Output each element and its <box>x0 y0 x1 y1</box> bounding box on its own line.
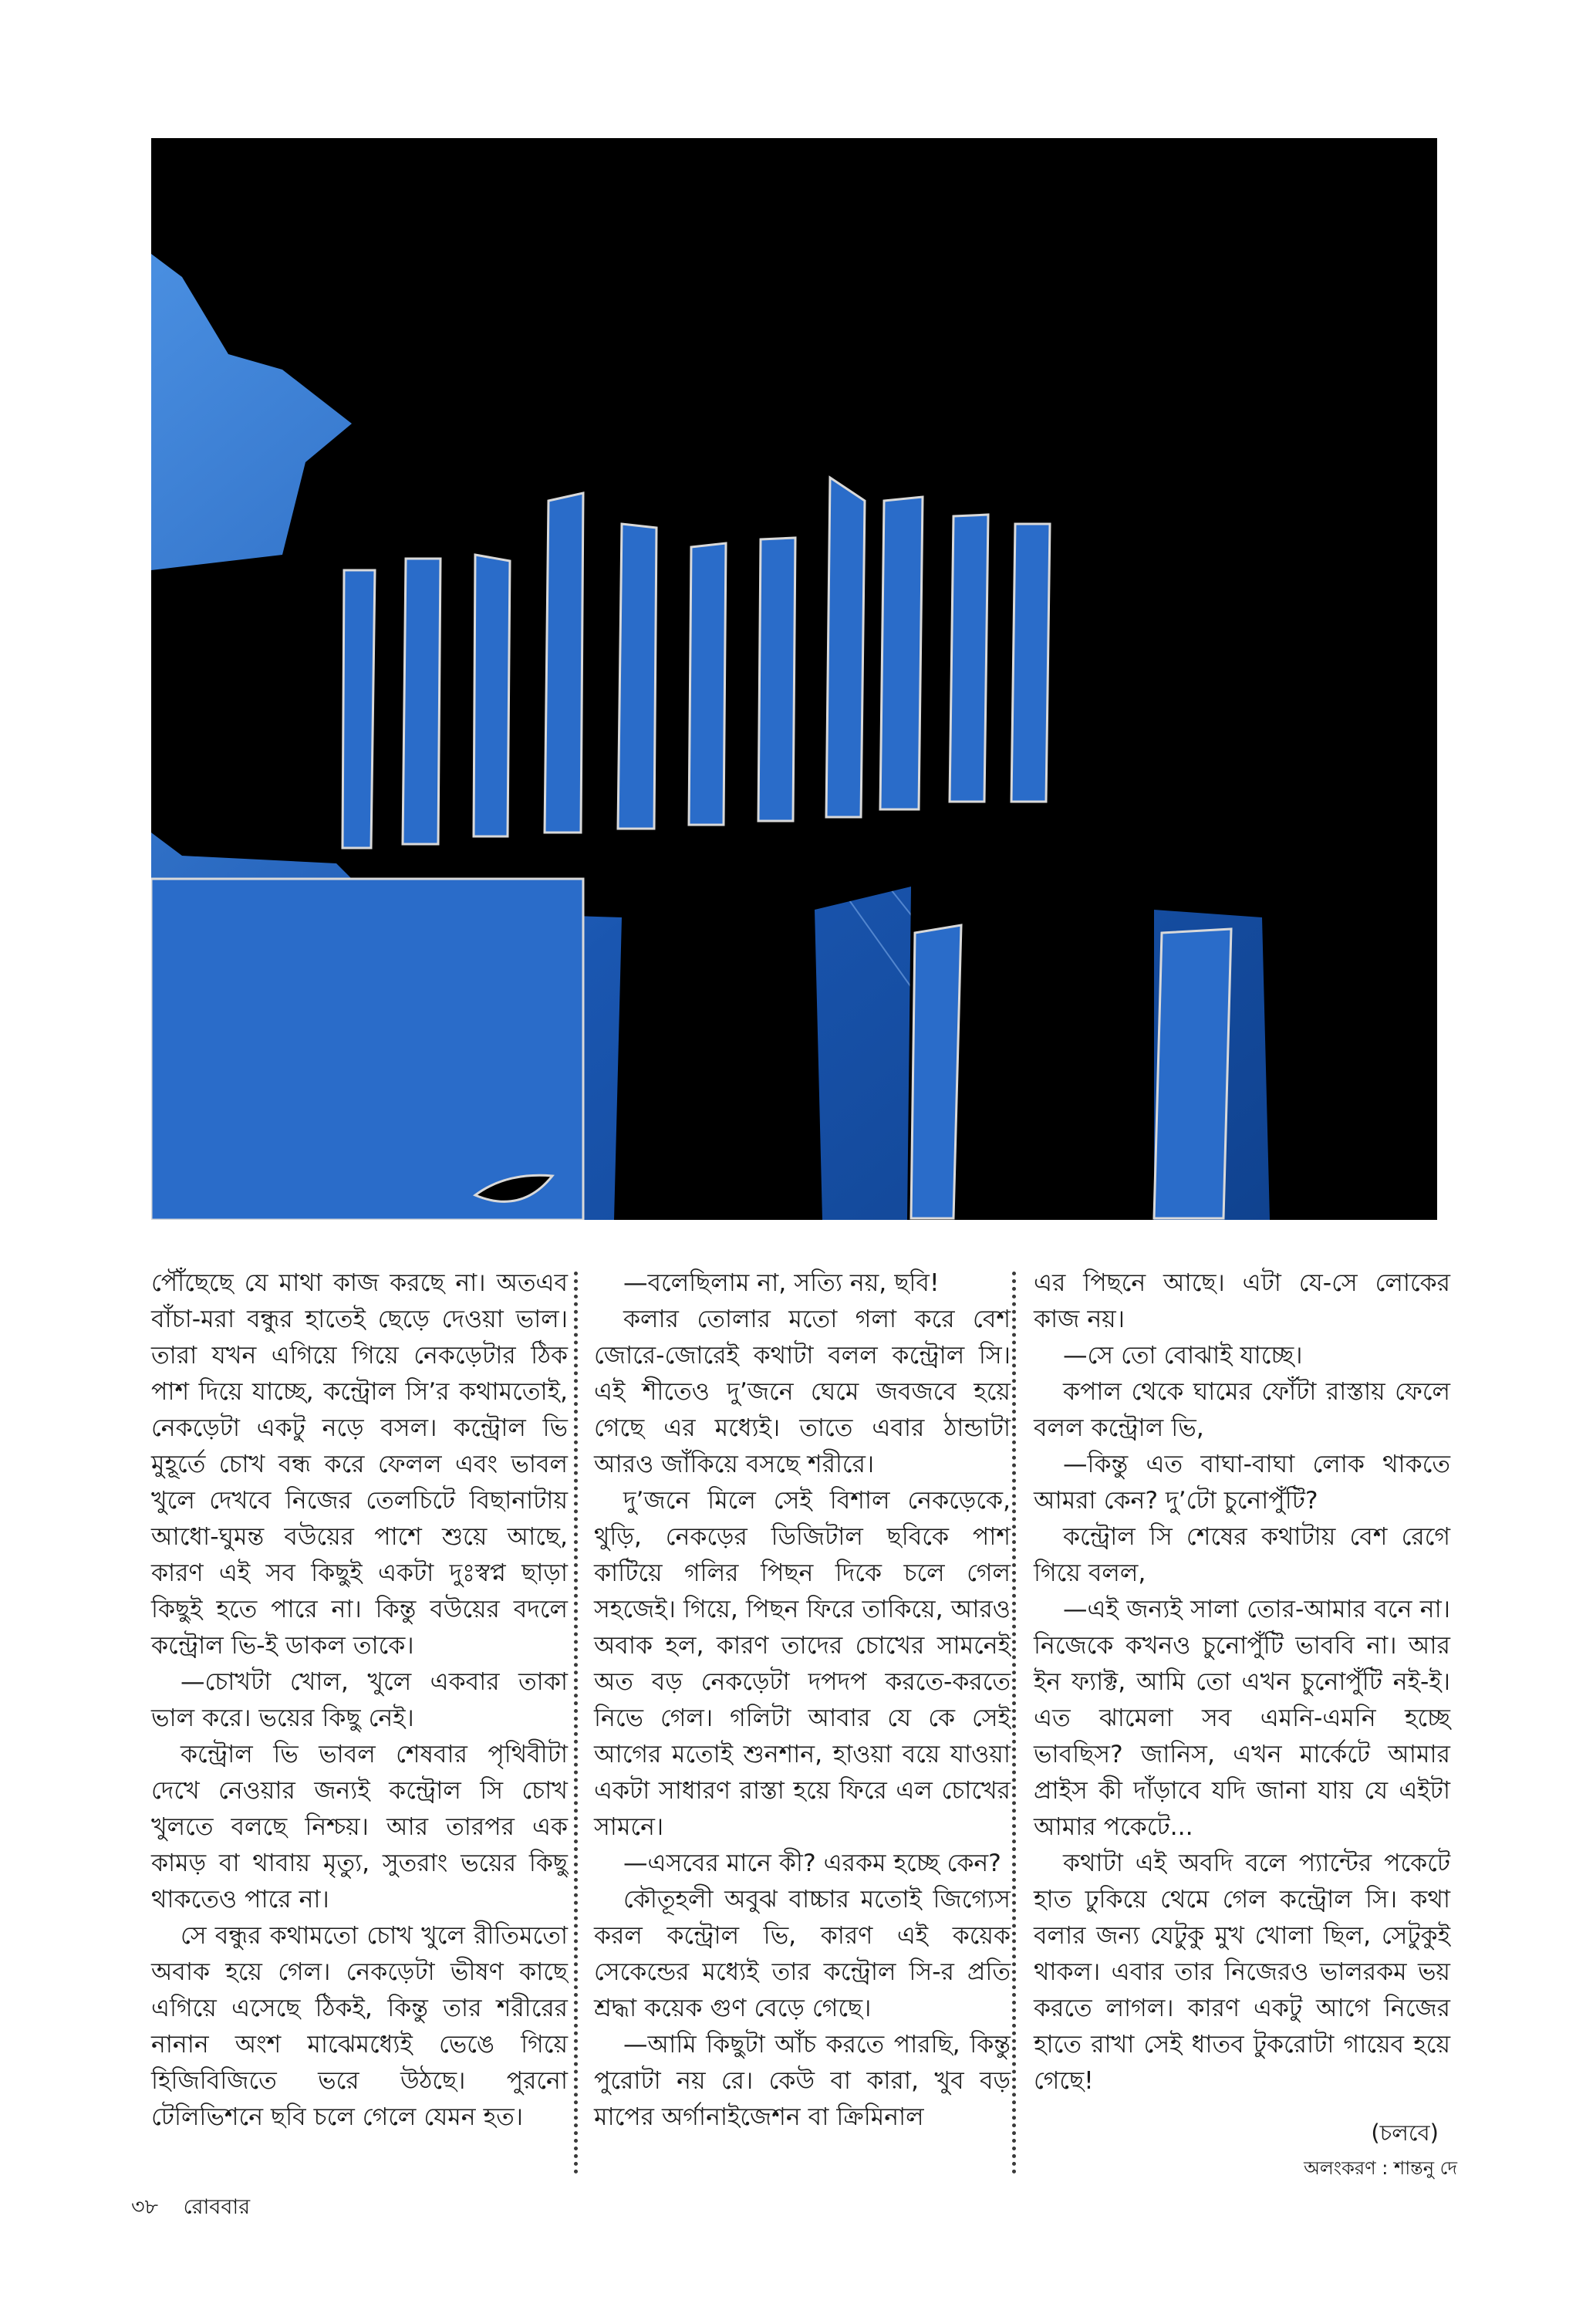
paragraph: কথাটা এই অবদি বলে প্যান্টের পকেটে হাত ঢুকিয়ে থেমে গেল কন্ট্রোল সি। কথা বলার জন্য যেটুকু মুখ খোলা ছিল, সেটুকুই থাকল। এবার তার নিজেরও ভালরকম ভয় করতে লাগল। কারণ একটু আগে নিজের হাতে রাখা সেই ধাতব টুকরোটা গায়েব হয়ে গেছে! <box>1034 1849 1450 2095</box>
paragraph: —কিন্তু এত বাঘা-বাঘা লোক থাকতে আমরা কেন? দু’টো চুনোপুঁটি? <box>1034 1451 1450 1515</box>
paragraph: —সে তো বোঝাই যাচ্ছে। <box>1063 1342 1303 1370</box>
story-illustration <box>151 138 1437 1220</box>
fence-gap <box>403 559 440 844</box>
page-footer <box>131 2191 268 2226</box>
fence-gap <box>880 497 923 809</box>
illustration-svg <box>151 138 1437 1220</box>
column-divider <box>574 1272 578 2174</box>
paragraph: —এই জন্যই সালা তোর-আমার বনে না। নিজেকে কখনও চুনোপুঁটি ভাববি না। আর ইন ফ্যাক্ট, আমি তো এখন চুনোপুঁটি নই-ই। এত ঝামেলা সব এমনি-এমনি হচ্ছে ভাবছিস? জানিস, এখন মার্কেটে আমার প্রাইস কী দাঁড়াবে যদি জানা যায় যে এইটা আমার পকেটে... <box>1034 1596 1450 1841</box>
paragraph: —এসবের মানে কী? এরকম হচ্ছে কেন? <box>623 1849 1001 1877</box>
fence-gap <box>343 570 375 848</box>
fence-gap <box>758 538 795 821</box>
fence-gap <box>689 543 726 825</box>
paragraph: কপাল থেকে ঘামের ফোঁটা রাস্তায় ফেলে বলল কন্ট্রোল ভি, <box>1034 1378 1450 1442</box>
paragraph: সে বন্ধুর কথামতো চোখ খুলে রীতিমতো অবাক হয়ে গেল। নেকড়েটা ভীষণ কাছে এগিয়ে এসেছে ঠিকই, কিন্তু তার শরীরের নানান অংশ মাঝেমধ্যেই ভেঙে গিয়ে হিজিবিজিতে ভরে উঠছে। পুরনো টেলিভিশনে ছবি চলে গেলে যেমন হত। <box>151 1922 568 2131</box>
fence-gap <box>1011 524 1050 802</box>
fence-gap <box>474 555 510 836</box>
text-column-3 <box>1034 1265 1450 2099</box>
text-column-2 <box>594 1265 1011 2136</box>
fence-gap <box>545 493 583 833</box>
fence-gap <box>950 515 988 802</box>
paragraph: —আমি কিছুটা আঁচ করতে পারছি, কিন্তু পুরোটা নয় রে। কেউ বা কারা, খুব বড় মাপের অর্গানাইজেশন বা ক্রিমিনাল <box>594 2031 1011 2131</box>
paragraph: —বলেছিলাম না, সত্যি নয়, ছবি! <box>623 1269 940 1297</box>
paragraph: পৌঁছেছে যে মাথা কাজ করছে না। অতএব বাঁচা-মরা বন্ধুর হাতেই ছেড়ে দেওয়া ভাল। তারা যখন এগিয়ে গিয়ে নেকড়েটার ঠিক পাশ দিয়ে যাচ্ছে, কন্ট্রোল সি’র কথামতোই, নেকড়েটা একটু নড়ে বসল। কন্ট্রোল ভি মুহূর্তে চোখ বন্ধ করে ফেলল এবং ভাবল খুলে দেখবে নিজের তেলচিটে বিছানাটায় আধো-ঘুমন্ত বউয়ের পাশে শুয়ে আছে, কারণ এই সব কিছুই একটা দুঃস্বপ্ন ছাড়া কিছুই হতে পারে না। কিন্তু বউয়ের বদলে কন্ট্রোল ভি-ই ডাকল তাকে। <box>151 1269 568 1660</box>
fence-gap <box>1154 929 1231 1218</box>
text-column-1 <box>151 1265 568 2136</box>
paragraph: কন্ট্রোল সি শেষের কথাটায় বেশ রেগে গিয়ে বলল, <box>1034 1523 1450 1587</box>
paragraph: কন্ট্রোল ভি ভাবল শেষবার পৃথিবীটা দেখে নেওয়ার জন্যই কন্ট্রোল সি চোখ খুলতে বলছে নিশ্চয়। আর তারপর এক কামড় বা থাবায় মৃত্যু, সুতরাং ভয়ের কিছু থাকতেও পারে না। <box>151 1741 568 1914</box>
fence-gap <box>618 524 656 829</box>
fence-gap <box>151 879 583 1220</box>
fence-gap <box>826 478 865 817</box>
column-divider <box>1012 1272 1016 2174</box>
paragraph: —চোখটা খোল, খুলে একবার তাকা ভাল করে। ভয়ের কিছু নেই। <box>151 1668 568 1732</box>
magazine-name: রোববার <box>183 2195 251 2219</box>
illustration-credit: অলংকরণ : শান্তনু দে <box>1304 2157 1457 2179</box>
paragraph: এর পিছনে আছে। এটা যে-সে লোকের কাজ নয়। <box>1034 1269 1450 1333</box>
page-number: ৩৮ <box>131 2195 159 2219</box>
paragraph: কলার তোলার মতো গলা করে বেশ জোরে-জোরেই কথাটা বলল কন্ট্রোল সি। এই শীতেও দু’জনে ঘেমে জবজবে হয়ে গেছে এর মধ্যেই। তাতে এবার ঠান্ডাটা আরও জাঁকিয়ে বসছে শরীরে। <box>594 1306 1011 1478</box>
paragraph: কৌতূহলী অবুঝ বাচ্চার মতোই জিগ্যেস করল কন্ট্রোল ভি, কারণ এই কয়েক সেকেন্ডের মধ্যেই তার কন্ট্রোল সি-র প্রতি শ্রদ্ধা কয়েক গুণ বেড়ে গেছে। <box>594 1886 1011 2022</box>
to-be-continued: (চলবে) <box>1371 2120 1439 2146</box>
paragraph: দু’জনে মিলে সেই বিশাল নেকড়েকে, থুড়ি, নেকড়ের ডিজিটাল ছবিকে পাশ কাটিয়ে গলির পিছন দিকে চলে গেল সহজেই। গিয়ে, পিছন ফিরে তাকিয়ে, আরও অবাক হল, কারণ তাদের চোখের সামনেই অত বড় নেকড়েটা দপদপ করতে-করতে নিভে গেল। গলিটা আবার যে কে সেই আগের মতোই শুনশান, হাওয়া বয়ে যাওয়া একটা সাধারণ রাস্তা হয়ে ফিরে এল চোখের সামনে। <box>594 1487 1011 1841</box>
fence-gap <box>911 925 961 1218</box>
